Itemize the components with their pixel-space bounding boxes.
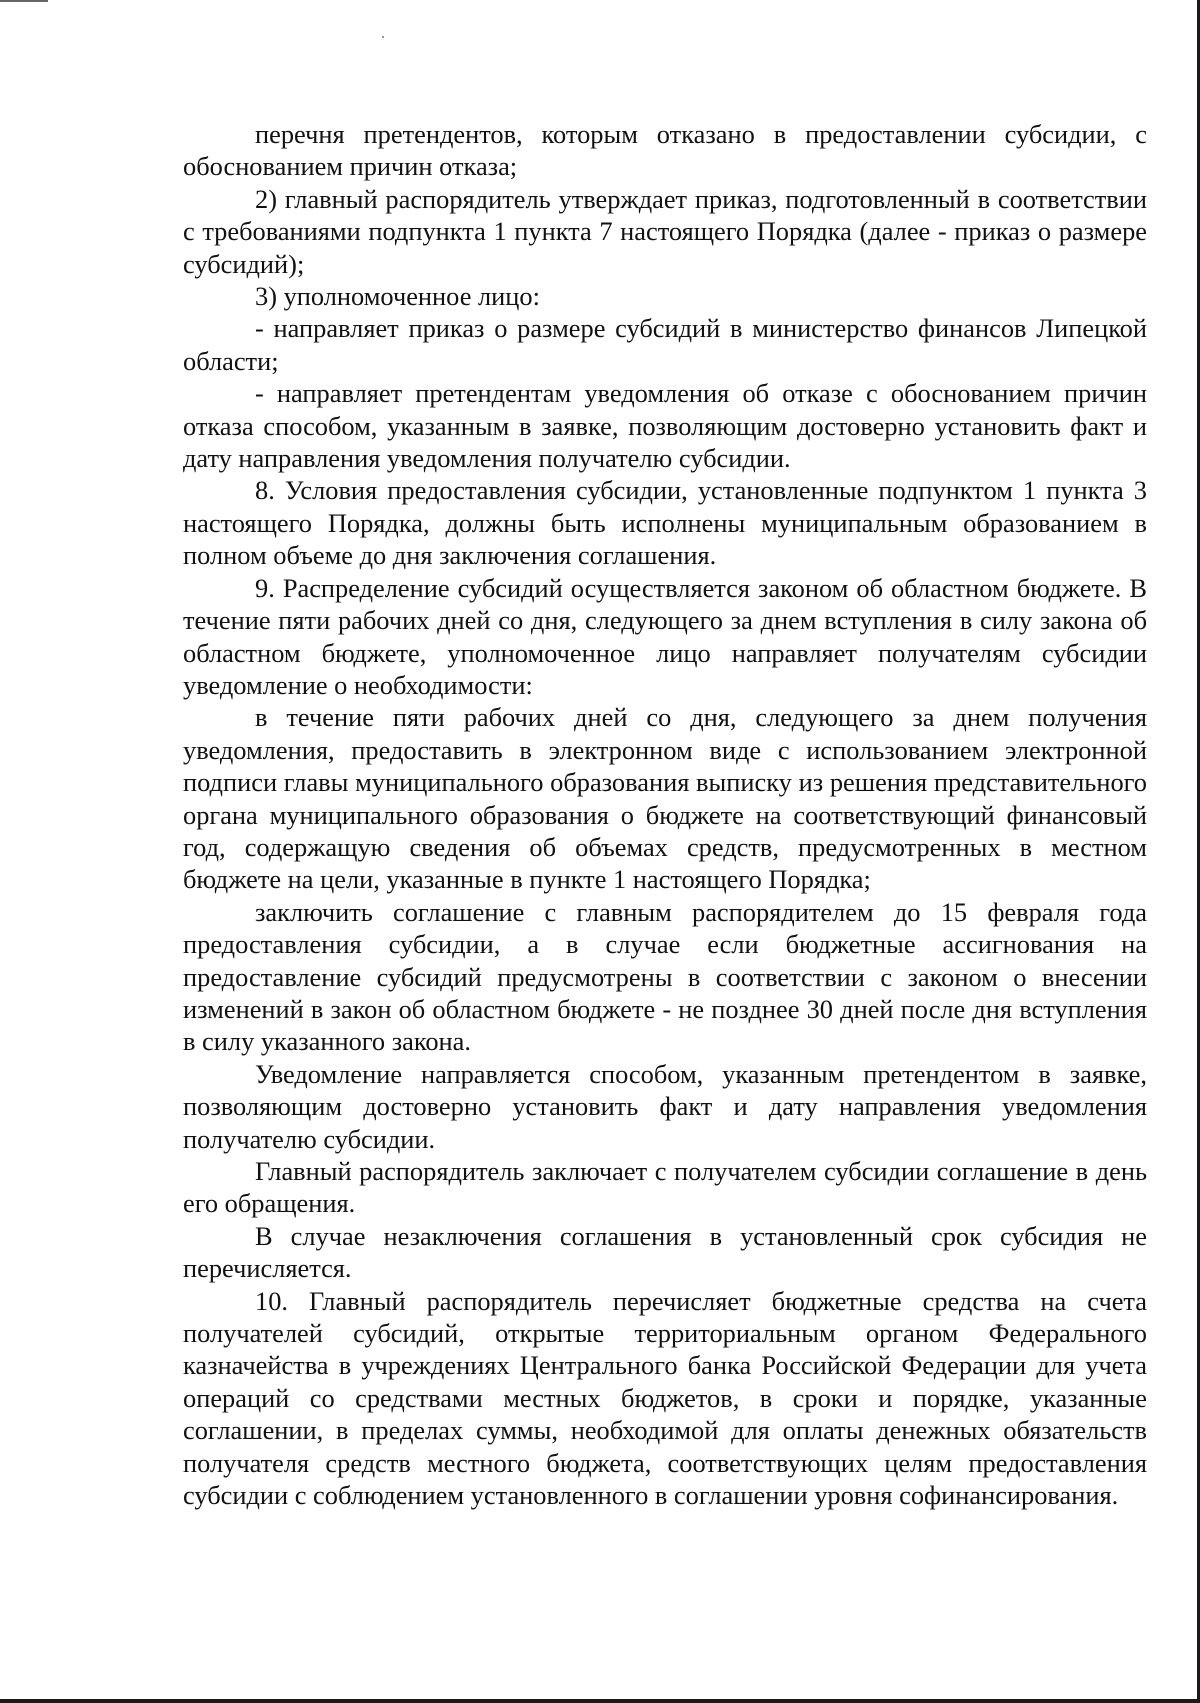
paragraph-item-2-order: 2) главный распорядитель утверждает приказ, подготовленный в соответствии с требованиями подпункта 1 пункта 7 настоящего Порядка (далее - приказ о размере субсидий); [183, 183, 1147, 279]
paragraph-send-order-ministry: - направляет приказ о размере субсидий в министерство финансов Липецкой области; [183, 313, 1147, 376]
paragraph-send-refusal-notices: - направляет претендентам уведомления об отказе с обоснованием причин отказа способом, указанным в заявке, позволяющим достоверно установить факт и дату направления уведомления получателю субсидии. [183, 378, 1147, 474]
paragraph-non-conclusion: В случае незаключения соглашения в установленный срок субсидия не перечисляется. [183, 1220, 1147, 1284]
paragraph-notification-method: Уведомление направляется способом, указанным претендентом в заявке, позволяющим достоверно установить факт и дату направления уведомления получателю субсидии. [183, 1058, 1147, 1154]
paragraph-refusal-list: перечня претендентов, которым отказано в предоставлении субсидии, с обоснованием причин отказа; [183, 119, 1147, 182]
paragraph-clause-8: 8. Условия предоставления субсидии, установленные подпунктом 1 пункта 3 настоящего Порядка, должны быть исполнены муниципальным образованием в полном объеме до дня заключения соглашения. [183, 475, 1147, 571]
paragraph-agreement-day: Главный распорядитель заключает с получателем субсидии соглашение в день его обращения. [183, 1156, 1147, 1219]
paragraph-provide-extract: в течение пяти рабочих дней со дня, следующего за днем получения уведомления, предоставить в электронном виде с использованием электронной подписи главы муниципального образования выписку из решения представительного органа муниципального образования о бюджете на соответствующий финансовый год, содержащую сведения об объемах средств, предусмотренных в местном бюджете на цели, указанные в пункте 1 настоящего Порядка; [183, 702, 1147, 895]
paragraph-item-3-authorized-person: 3) уполномоченное лицо: [255, 281, 540, 312]
scan-dust-dot [382, 36, 384, 38]
paragraph-conclude-agreement: заключить соглашение с главным распорядителем до 15 февраля года предоставления субсидии, а в случае если бюджетные ассигнования на предоставление субсидий предусмотрены в соответствии с законом о внесении изменений в закон об областном бюджете - не позднее 30 дней после дня вступления в силу указанного закона. [183, 896, 1147, 1057]
scan-edge-bottom [0, 1699, 1200, 1703]
document-body [183, 118, 1147, 1511]
paragraph-clause-10: 10. Главный распорядитель перечисляет бюджетные средства на счета получателей субсидий, открытые территориальным органом Федерального казначейства в учреждениях Центрального банка Российской Федерации для учета операций со средствами местных бюджетов, в сроки и порядке, указанные соглашении, в пределах суммы, необходимой для оплаты денежных обязательств получателя средств местного бюджета, соответствующих целям предоставления субсидии с соблюдением установленного в соглашении уровня софинансирования. [183, 1285, 1147, 1511]
paragraph-clause-9: 9. Распределение субсидий осуществляется законом об областном бюджете. В течение пяти рабочих дней со дня, следующего за днем вступления в силу закона об областном бюджете, уполномоченное лицо направляет получателям субсидии уведомление о необходимости: [183, 572, 1147, 700]
scan-edge-top-mark [0, 0, 48, 2]
